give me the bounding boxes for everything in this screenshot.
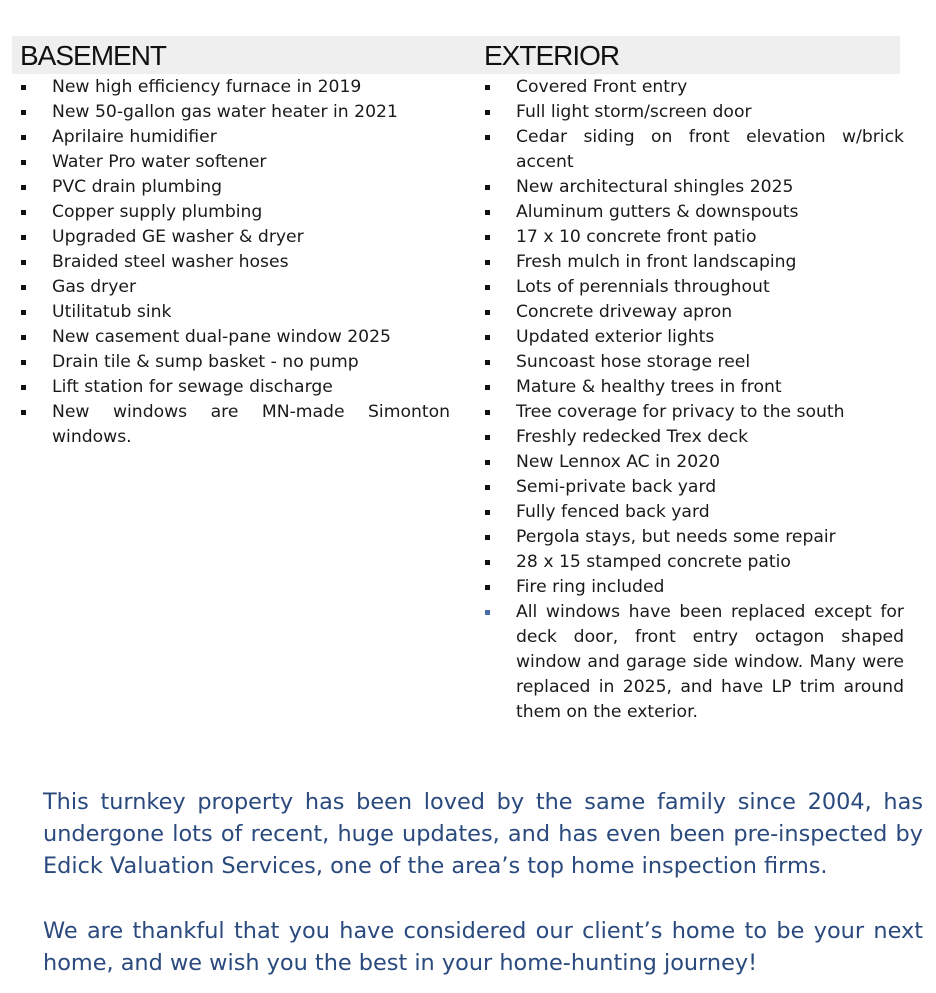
- bullet-square-icon: [485, 435, 490, 440]
- list-item-text: Drain tile & sump basket - no pump: [52, 352, 359, 372]
- bullet-square-icon: [485, 85, 490, 90]
- list-item: [20, 75, 450, 100]
- list-item-text: Water Pro water softener: [52, 152, 267, 172]
- bullet-square-icon: [485, 610, 490, 615]
- list-item-text: PVC drain plumbing: [52, 177, 223, 197]
- list-item: [20, 300, 450, 325]
- list-item: [484, 425, 904, 450]
- bullet-square-icon: [485, 235, 490, 240]
- bullet-square-icon: [21, 210, 26, 215]
- list-item-text: Fire ring included: [516, 577, 665, 597]
- bullet-square-icon: [485, 410, 490, 415]
- list-item-text: Updated exterior lights: [516, 327, 715, 347]
- list-item: [484, 450, 904, 475]
- bullet-square-icon: [485, 510, 490, 515]
- bullet-square-icon: [21, 410, 26, 415]
- exterior-heading: EXTERIOR: [484, 40, 620, 71]
- list-item-text: Aluminum gutters & downspouts: [516, 202, 799, 222]
- bullet-square-icon: [21, 360, 26, 365]
- list-item: [20, 225, 450, 250]
- bullet-square-icon: [21, 160, 26, 165]
- bullet-square-icon: [21, 335, 26, 340]
- list-item: [20, 350, 450, 375]
- bullet-square-icon: [485, 360, 490, 365]
- list-item-text: Pergola stays, but needs some repair: [516, 527, 836, 547]
- list-item-text: New casement dual-pane window 2025: [52, 327, 391, 347]
- list-item: [484, 275, 904, 300]
- list-item-text: Full light storm/screen door: [516, 102, 752, 122]
- bullet-square-icon: [485, 135, 490, 140]
- list-item: [20, 100, 450, 125]
- list-item: [484, 100, 904, 125]
- list-item-text: New Lennox AC in 2020: [516, 452, 721, 472]
- bullet-square-icon: [21, 135, 26, 140]
- bullet-square-icon: [485, 460, 490, 465]
- list-item: [484, 200, 904, 225]
- list-item-text: Lift station for sewage discharge: [52, 377, 333, 397]
- list-item-text: Fresh mulch in front landscaping: [516, 252, 797, 272]
- list-item: [20, 250, 450, 275]
- bullet-square-icon: [21, 260, 26, 265]
- list-item: [484, 525, 904, 550]
- list-item: [484, 350, 904, 375]
- basement-feature-list: [20, 75, 450, 450]
- list-item-text: Gas dryer: [52, 277, 137, 297]
- list-item-text: Cedar siding on front elevation w/brick accent: [516, 127, 904, 172]
- list-item-text: New architectural shingles 2025: [516, 177, 794, 197]
- list-item: [20, 325, 450, 350]
- list-item-text: Upgraded GE washer & dryer: [52, 227, 304, 247]
- list-item: [484, 400, 904, 425]
- bullet-square-icon: [21, 110, 26, 115]
- list-item-text: Fully fenced back yard: [516, 502, 710, 522]
- list-item: [20, 175, 450, 200]
- bullet-square-icon: [21, 85, 26, 90]
- list-item: [20, 200, 450, 225]
- list-item-text: All windows have been replaced except for deck door, front entry octagon shaped window and garage side window. Many were replaced in 2025, and have LP trim around them on the exterior.: [516, 602, 904, 722]
- list-item: [484, 75, 904, 100]
- list-item: [20, 400, 450, 450]
- bullet-square-icon: [485, 385, 490, 390]
- bullet-square-icon: [21, 385, 26, 390]
- list-item-text: 17 x 10 concrete front patio: [516, 227, 757, 247]
- list-item-text: Braided steel washer hoses: [52, 252, 289, 272]
- list-item: [20, 375, 450, 400]
- list-item-text: Copper supply plumbing: [52, 202, 263, 222]
- bullet-square-icon: [21, 185, 26, 190]
- bullet-square-icon: [21, 310, 26, 315]
- bullet-square-icon: [485, 260, 490, 265]
- list-item: [484, 300, 904, 325]
- list-item: [484, 600, 904, 725]
- bullet-square-icon: [485, 110, 490, 115]
- list-item: [484, 250, 904, 275]
- list-item: [484, 500, 904, 525]
- bullet-square-icon: [485, 585, 490, 590]
- list-item-text: New 50-gallon gas water heater in 2021: [52, 102, 398, 122]
- list-item-text: Covered Front entry: [516, 77, 688, 97]
- list-item: [484, 550, 904, 575]
- bullet-square-icon: [485, 210, 490, 215]
- list-item: [484, 475, 904, 500]
- list-item-text: Aprilaire humidifier: [52, 127, 217, 147]
- list-item-text: Suncoast hose storage reel: [516, 352, 751, 372]
- list-item: [484, 225, 904, 250]
- bullet-square-icon: [485, 485, 490, 490]
- exterior-feature-list: [484, 75, 904, 725]
- closing-paragraph-thanks: We are thankful that you have considered our client’s home to be your next home, and we wish you the best in your home-hunting journey!: [43, 918, 923, 976]
- bullet-square-icon: [485, 535, 490, 540]
- list-item: [484, 375, 904, 400]
- basement-heading: BASEMENT: [20, 40, 167, 71]
- bullet-square-icon: [485, 285, 490, 290]
- list-item: [484, 575, 904, 600]
- list-item-text: Tree coverage for privacy to the south: [516, 402, 845, 422]
- list-item-text: 28 x 15 stamped concrete patio: [516, 552, 791, 572]
- bullet-square-icon: [485, 310, 490, 315]
- list-item-text: Freshly redecked Trex deck: [516, 427, 749, 447]
- list-item: [20, 125, 450, 150]
- bullet-square-icon: [485, 560, 490, 565]
- list-item-text: Semi-private back yard: [516, 477, 717, 497]
- list-item: [484, 325, 904, 350]
- list-item-text: Utilitatub sink: [52, 302, 172, 322]
- bullet-square-icon: [21, 235, 26, 240]
- list-item: [20, 150, 450, 175]
- list-item-text: Mature & healthy trees in front: [516, 377, 782, 397]
- bullet-square-icon: [485, 335, 490, 340]
- list-item-text: Lots of perennials throughout: [516, 277, 770, 297]
- bullet-square-icon: [21, 285, 26, 290]
- list-item: [484, 125, 904, 175]
- list-item-text: Concrete driveway apron: [516, 302, 733, 322]
- list-item-text: New windows are MN-made Simonton windows.: [52, 402, 450, 447]
- list-item: [20, 275, 450, 300]
- closing-paragraph-property: This turnkey property has been loved by the same family since 2004, has undergone lots of recent, huge updates, and has even been pre-inspected by Edick Valuation Services, one of the area’s top home inspection firms.: [43, 789, 923, 879]
- list-item-text: New high efficiency furnace in 2019: [52, 77, 362, 97]
- bullet-square-icon: [485, 185, 490, 190]
- list-item: [484, 175, 904, 200]
